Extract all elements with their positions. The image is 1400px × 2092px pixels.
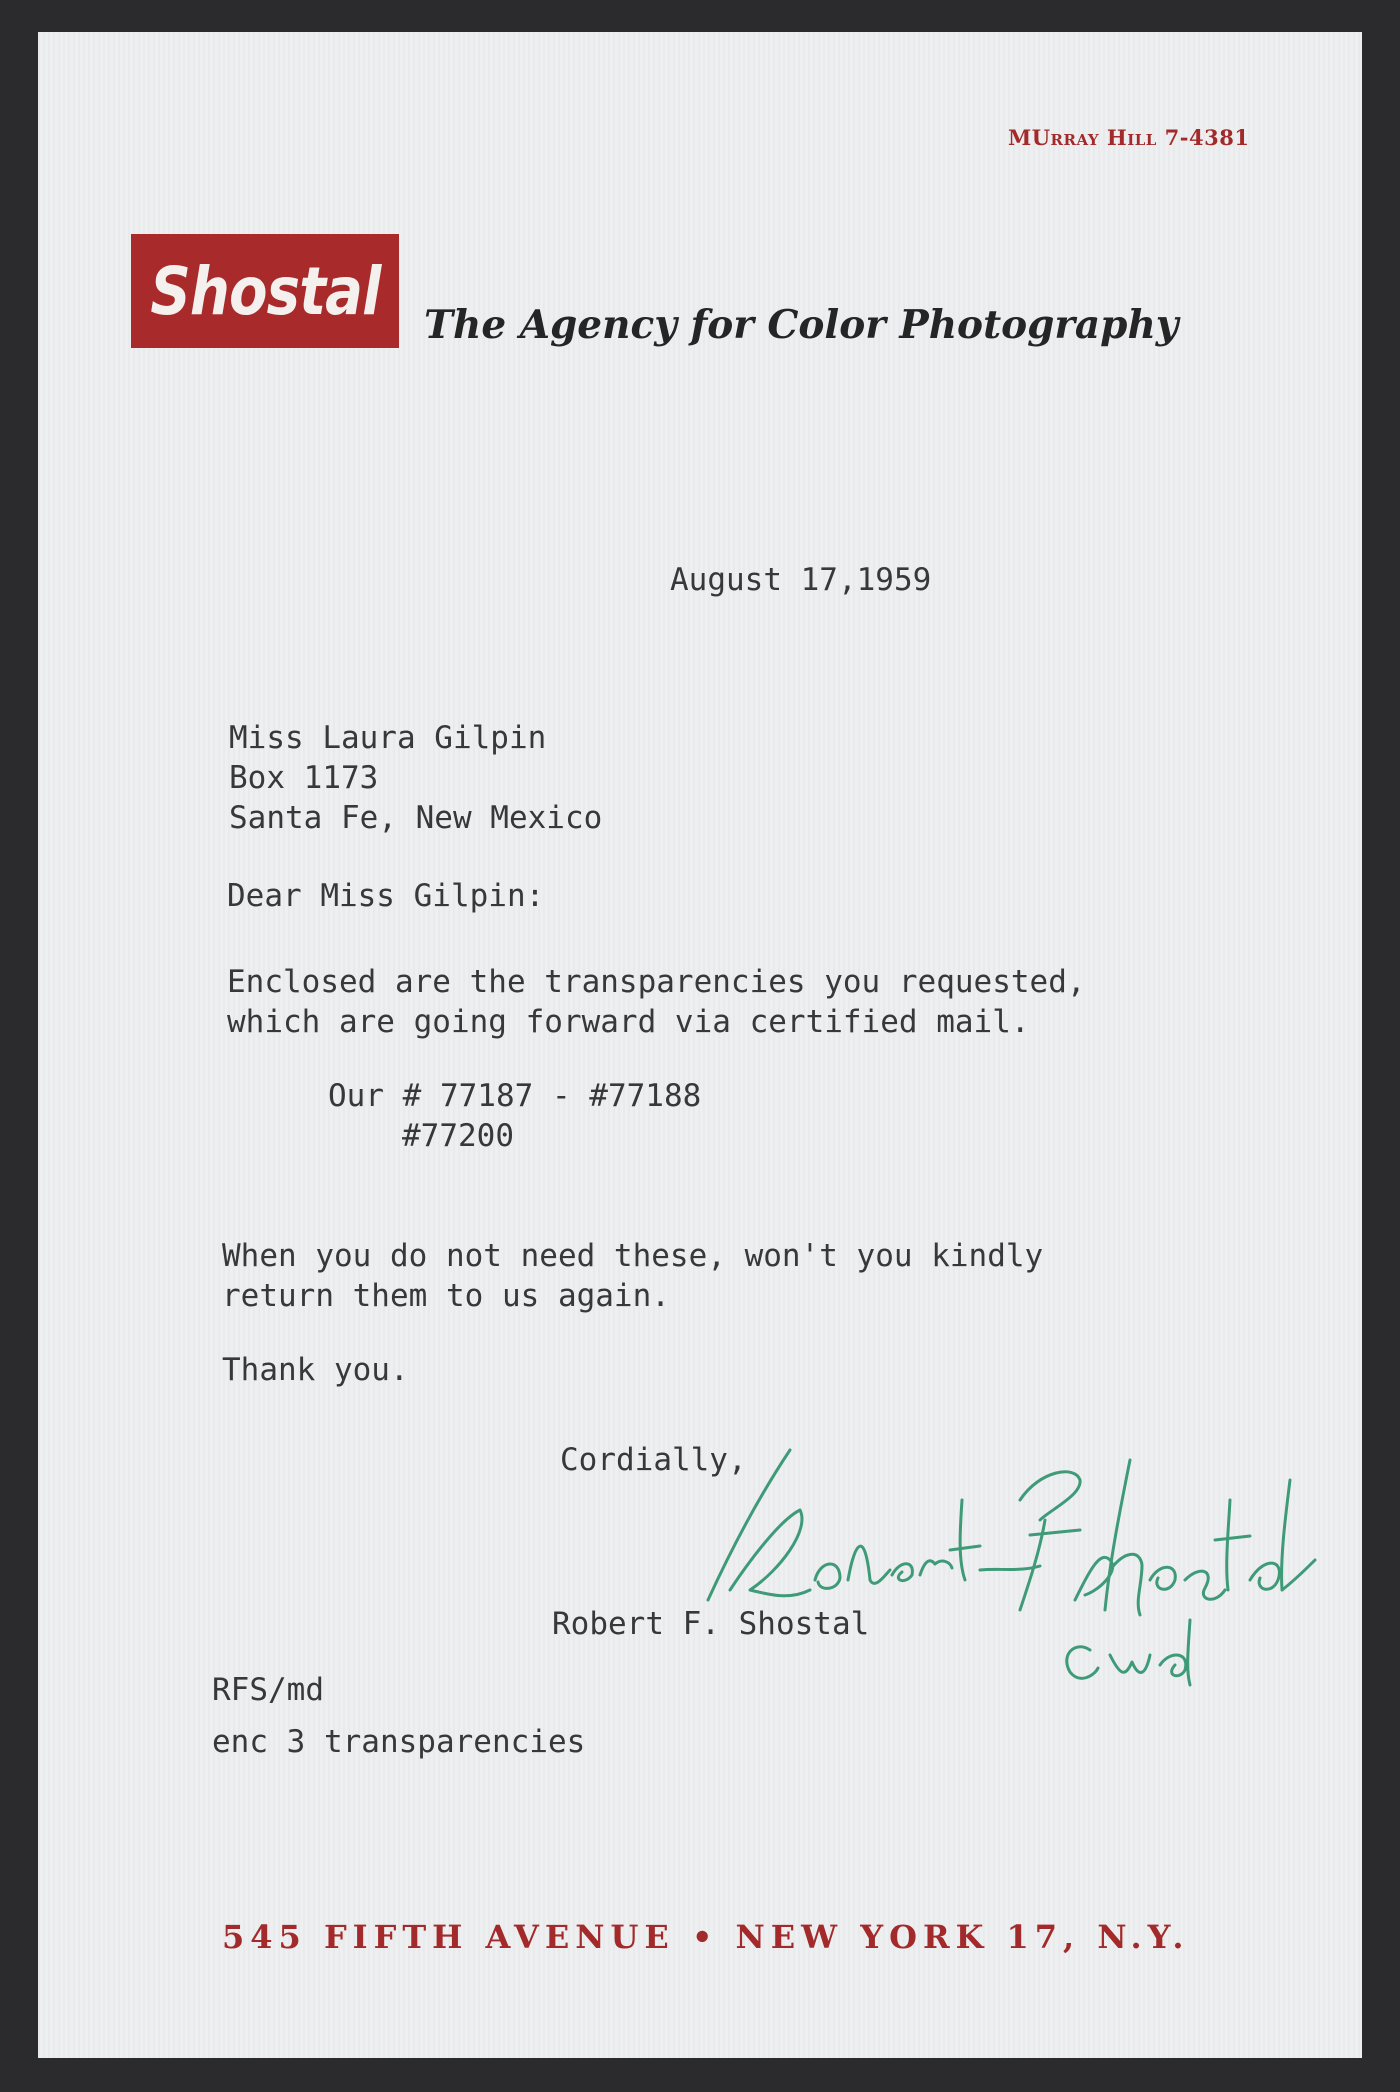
reference-numbers-line-1: Our # 77187 - #77188 (328, 1078, 702, 1114)
letter-date: August 17,1959 (670, 562, 932, 598)
typed-signatory-name: Robert F. Shostal (552, 1606, 870, 1642)
recipient-box: Box 1173 (229, 760, 379, 796)
letterhead-phone: MUrray Hill 7-4381 (1008, 125, 1250, 150)
salutation: Dear Miss Gilpin: (227, 878, 545, 914)
letterhead-tagline: The Agency for Color Photography (424, 302, 1179, 348)
recipient-name: Miss Laura Gilpin (229, 720, 547, 756)
body-paragraph-2-line-2: return them to us again. (222, 1278, 670, 1314)
closing: Cordially, (560, 1442, 747, 1478)
body-paragraph-2-line-1: When you do not need these, won't you kindly (222, 1238, 1044, 1274)
body-paragraph-1-line-1: Enclosed are the transparencies you requested, (227, 964, 1086, 1000)
thanks-line: Thank you. (222, 1352, 409, 1388)
enclosure-note: enc 3 transparencies (212, 1724, 586, 1760)
reference-numbers-line-2: #77200 (402, 1118, 514, 1154)
logo-wordmark: Shostal (149, 252, 381, 330)
recipient-city: Santa Fe, New Mexico (229, 800, 603, 836)
body-paragraph-1-line-2: which are going forward via certified mail. (227, 1004, 1030, 1040)
handwritten-signature (680, 1440, 1320, 1700)
letterhead-address: 545 FIFTH AVENUE • NEW YORK 17, N.Y. (222, 1918, 1190, 1956)
company-logo (131, 234, 399, 348)
reference-initials: RFS/md (212, 1672, 324, 1708)
